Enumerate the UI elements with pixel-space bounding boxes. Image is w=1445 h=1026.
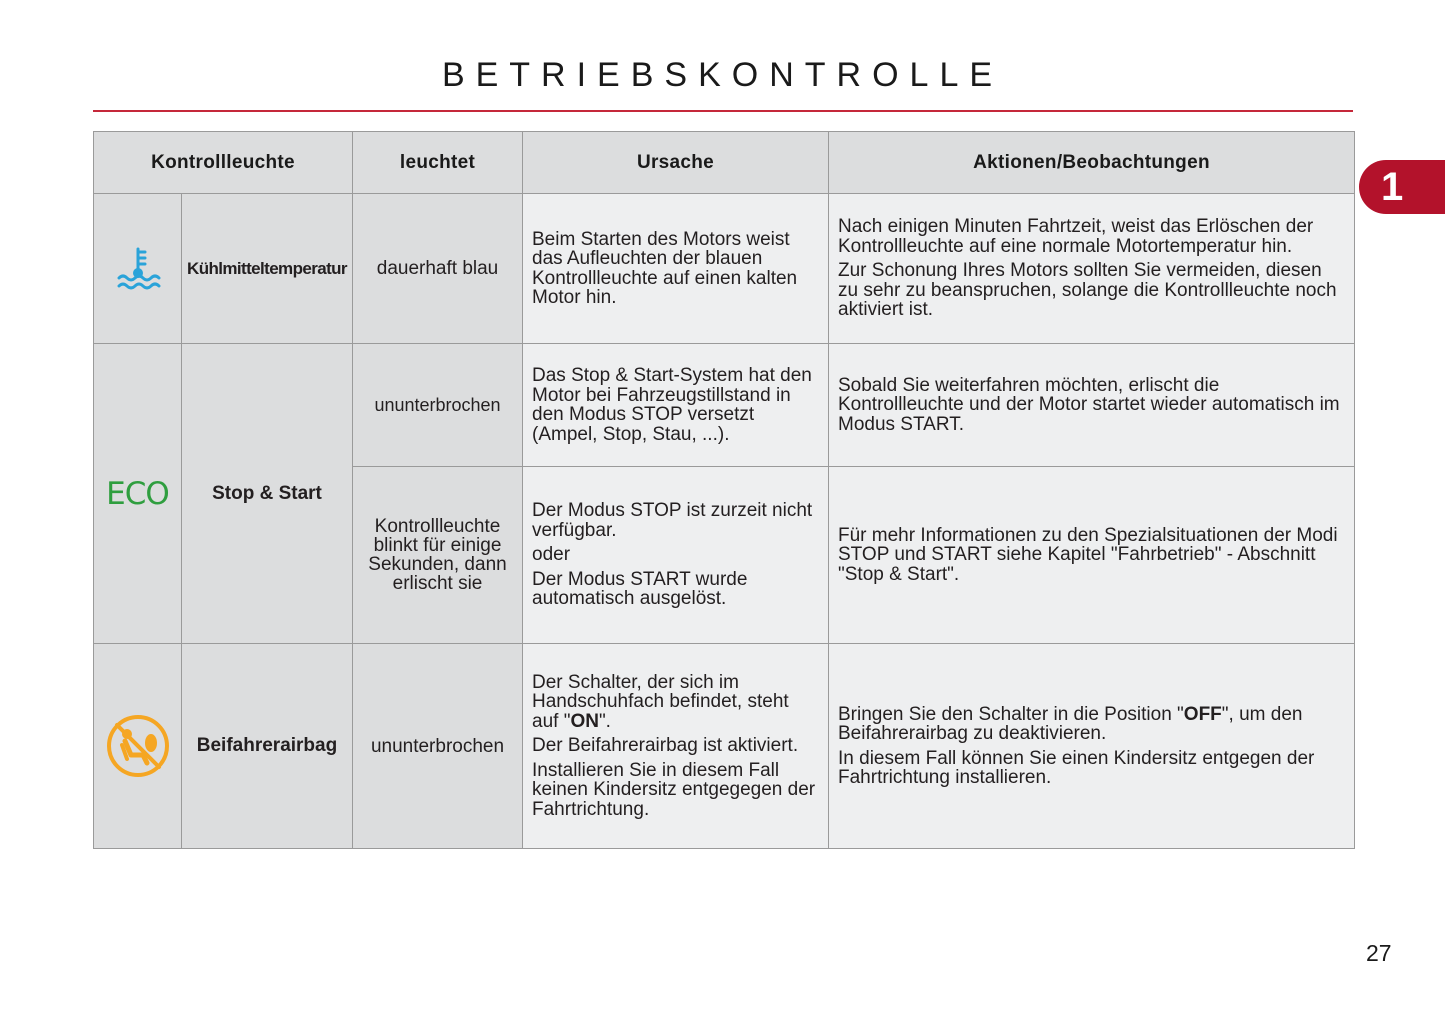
airbag-name: Beifahrerairbag (182, 644, 353, 849)
stop-start-state-1: ununterbrochen (353, 344, 523, 467)
airbag-cause-text-3: Installieren Sie in diesem Fall keinen Kindersitz entgegegen der Fahrtrichtung. (532, 759, 816, 820)
coolant-name: Kühlmitteltemperatur (182, 194, 353, 344)
airbag-switch-on-label: ON (570, 710, 599, 732)
header-leuchtet: leuchtet (353, 132, 523, 194)
coolant-action-text-1: Nach einigen Minuten Fahrtzeit, weist das Erlöschen der Kontrollleuchte auf eine normale Motortemperatur hin. (838, 216, 1314, 257)
coolant-state: dauerhaft blau (353, 194, 523, 344)
airbag-action-text-1-post: ", um den Beifahrerairbag zu deaktivieren. (838, 703, 1303, 744)
stop-start-cause-2-text-3: Der Modus START wurde automatisch ausgelöst. (532, 568, 748, 610)
page-number: 27 (1366, 940, 1392, 966)
table-row (94, 194, 1355, 344)
coolant-action (829, 194, 1355, 344)
airbag-cause-text-1-pre: Der Schalter, der sich im Handschuhfach befindet, steht auf " (532, 671, 789, 732)
table-row (94, 644, 1355, 849)
airbag-cause (523, 644, 829, 849)
page-title: BETRIEBSKONTROLLE (441, 56, 1004, 94)
header-kontrollleuchte: Kontrollleuchte (94, 132, 353, 194)
stop-start-cause-2-text-1: Der Modus STOP ist zurzeit nicht verfügbar. (532, 500, 813, 541)
header-aktionen: Aktionen/Beobachtungen (829, 132, 1355, 194)
airbag-action-text-1 (838, 705, 1345, 744)
stop-start-action-1 (829, 344, 1355, 467)
airbag-cause-text-2: Der Beifahrerairbag ist aktiviert. (532, 735, 799, 757)
stop-start-action-2-text: Für mehr Informationen zu den Spezialsituationen der Modi STOP und START siehe Kapitel "Fahrbetrieb" - Abschnitt "Stop & Start". (838, 524, 1338, 585)
passenger-airbag-off-icon (105, 713, 171, 779)
coolant-cause-text: Beim Starten des Motors weist das Aufleuchten der blauen Kontrollleuchte auf einen kalten Motor hin. (532, 228, 798, 308)
airbag-action (829, 644, 1355, 849)
airbag-cause-text-1-post: ". (598, 710, 611, 732)
coolant-action-text-2: Zur Schonung Ihres Motors sollten Sie vermeiden, diesen zu sehr zu beanspruchen, solange die Kontrollleuchte noch aktiviert ist. (838, 260, 1337, 321)
airbag-action-text-1-pre: Bringen Sie den Schalter in die Position " (838, 703, 1184, 725)
airbag-state: ununterbrochen (353, 644, 523, 849)
stop-start-cause-1 (523, 344, 829, 467)
stop-start-cause-2 (523, 467, 829, 644)
stop-start-state-2: Kontrollleuchte blinkt für einige Sekunden, dann erlischt sie (353, 467, 523, 644)
coolant-temperature-icon (114, 246, 162, 292)
warning-lights-table (93, 131, 1355, 849)
airbag-switch-off-label: OFF (1183, 703, 1222, 725)
stop-start-cause-2-text-2: oder (532, 544, 571, 566)
header-ursache: Ursache (523, 132, 829, 194)
stop-start-action-1-text: Sobald Sie weiterfahren möchten, erlischt die Kontrollleuchte und der Motor startet wieder automatisch im Modus START. (838, 374, 1340, 435)
table-header-row (94, 132, 1355, 194)
title-divider (93, 110, 1353, 112)
airbag-cause-text-1 (532, 673, 819, 732)
table-row (94, 344, 1355, 467)
eco-icon-cell (94, 344, 182, 644)
airbag-action-text-2: In diesem Fall können Sie einen Kindersitz entgegen der Fahrtrichtung installieren. (838, 747, 1315, 788)
stop-start-name: Stop & Start (182, 344, 353, 644)
eco-icon: ECO (106, 475, 169, 512)
stop-start-cause-1-text: Das Stop & Start-System hat den Motor bei Fahrzeugstillstand in den Modus STOP versetzt (Ampel, Stop, Stau, ...). (532, 365, 812, 445)
chapter-tab[interactable]: 1 (1359, 160, 1445, 214)
coolant-icon-cell (94, 194, 182, 344)
airbag-icon-cell (94, 644, 182, 849)
coolant-cause (523, 194, 829, 344)
stop-start-action-2 (829, 467, 1355, 644)
